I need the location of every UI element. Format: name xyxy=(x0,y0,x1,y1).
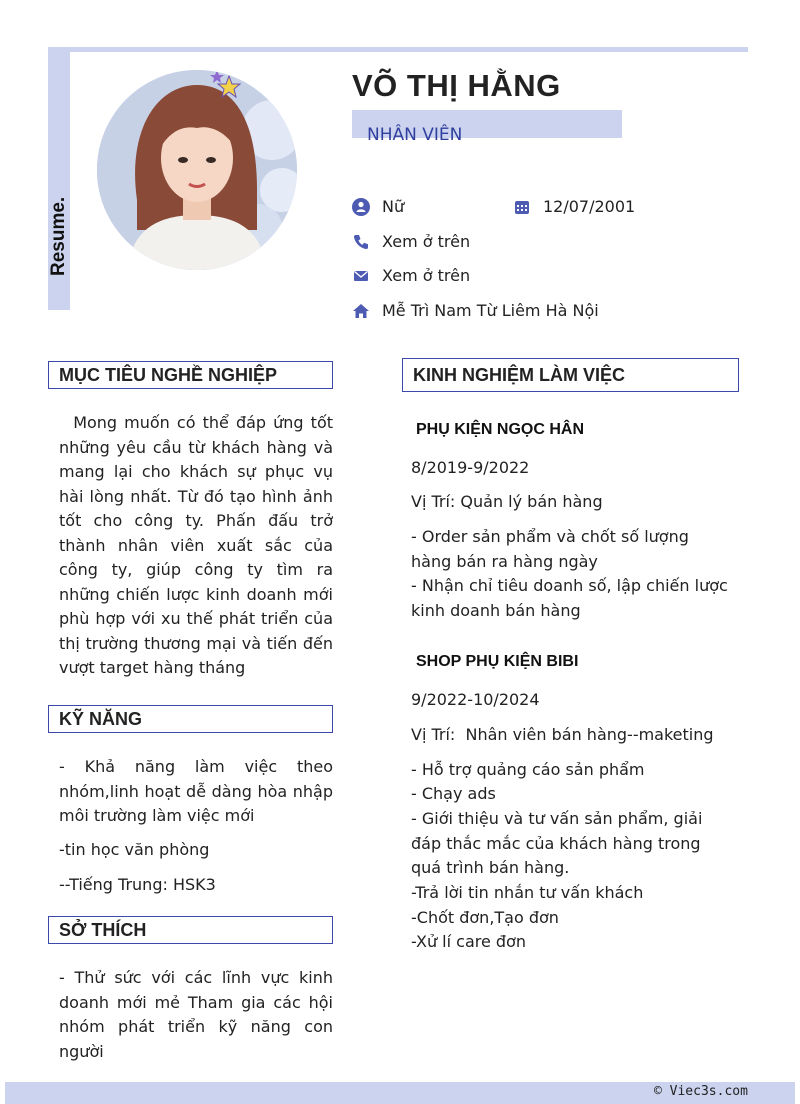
resume-side-label: Resume. xyxy=(48,196,69,276)
objective-heading: MỤC TIÊU NGHỀ NGHIỆP xyxy=(48,361,333,389)
person-icon xyxy=(352,198,370,216)
envelope-icon xyxy=(352,267,370,285)
email-value: Xem ở trên xyxy=(382,266,471,285)
birthdate-value: 12/07/2001 xyxy=(543,197,636,216)
footer-credit: © Viec3s.com xyxy=(654,1084,748,1099)
email-row xyxy=(352,266,470,285)
candidate-name: VÕ THỊ HẰNG xyxy=(352,68,561,103)
job-period: 9/2022-10/2024 xyxy=(411,690,540,709)
job-duty: - Hỗ trợ quảng cáo sản phẩm xyxy=(411,760,645,779)
skills-heading: KỸ NĂNG xyxy=(48,705,333,733)
company-name: SHOP PHỤ KIỆN BIBI xyxy=(416,653,579,670)
gender-value: Nữ xyxy=(382,197,405,216)
job-duty: - Order sản phẩm và chốt số lượng hàng bán ra hàng ngày xyxy=(411,527,689,571)
hobbies-text: - Thử sức với các lĩnh vực kinh doanh mới mẻ Tham gia các hội nhóm phát triển kỹ năng con người xyxy=(59,968,333,1061)
phone-row xyxy=(352,232,470,251)
objective-text: Mong muốn có thể đáp ứng tốt những yêu cầu từ khách hàng và mang lại cho khách sự phục vụ hài lòng nhất. Từ đó tạo hình ảnh tốt cho công ty. Phấn đấu trở thành nhân viên xuất sắc của công ty, giúp công ty tìm ra những chiến lược kinh doanh mới phù hợp với xu thế phát triển của thị trường thương mại và tiến đến vượt target hàng tháng xyxy=(59,413,339,677)
home-icon xyxy=(352,302,370,320)
hobbies-heading: SỞ THÍCH xyxy=(48,916,333,944)
job-duty: - Giới thiệu và tư vấn sản phẩm, giải đáp thắc mắc của khách hàng trong quá trình bán hàng. xyxy=(411,809,703,877)
portrait-illustration xyxy=(97,70,297,270)
calendar-icon xyxy=(513,198,531,216)
skill-item: - Khả năng làm việc theo nhóm,linh hoạt dễ dàng hòa nhập môi trường làm việc mới xyxy=(59,757,333,825)
job-duty: -Xử lí care đơn xyxy=(411,932,526,951)
job-duty: - Nhận chỉ tiêu doanh số, lập chiến lược kinh doanh bán hàng xyxy=(411,576,728,620)
job-title: NHÂN VIÊN xyxy=(367,125,463,145)
job-duty: -Trả lời tin nhắn tư vấn khách xyxy=(411,883,644,902)
address-row xyxy=(352,301,599,320)
avatar xyxy=(97,70,297,270)
experience-heading: KINH NGHIỆM LÀM VIỆC xyxy=(402,358,739,392)
job-position: Vị Trí: Nhân viên bán hàng--maketing xyxy=(411,725,714,744)
job-duty: -Chốt đơn,Tạo đơn xyxy=(411,908,559,927)
phone-value: Xem ở trên xyxy=(382,232,471,251)
job-position: Vị Trí: Quản lý bán hàng xyxy=(411,492,603,511)
job-duty: - Chạy ads xyxy=(411,784,496,803)
skill-item: -tin học văn phòng xyxy=(59,840,210,859)
skill-item: --Tiếng Trung: HSK3 xyxy=(59,875,216,894)
top-accent-bar xyxy=(48,47,748,52)
job-period: 8/2019-9/2022 xyxy=(411,458,530,477)
birthdate-row xyxy=(513,197,635,216)
gender-row xyxy=(352,197,404,216)
address-value: Mễ Trì Nam Từ Liêm Hà Nội xyxy=(382,301,599,320)
phone-icon xyxy=(352,233,370,251)
company-name: PHỤ KIỆN NGỌC HÂN xyxy=(416,421,585,438)
